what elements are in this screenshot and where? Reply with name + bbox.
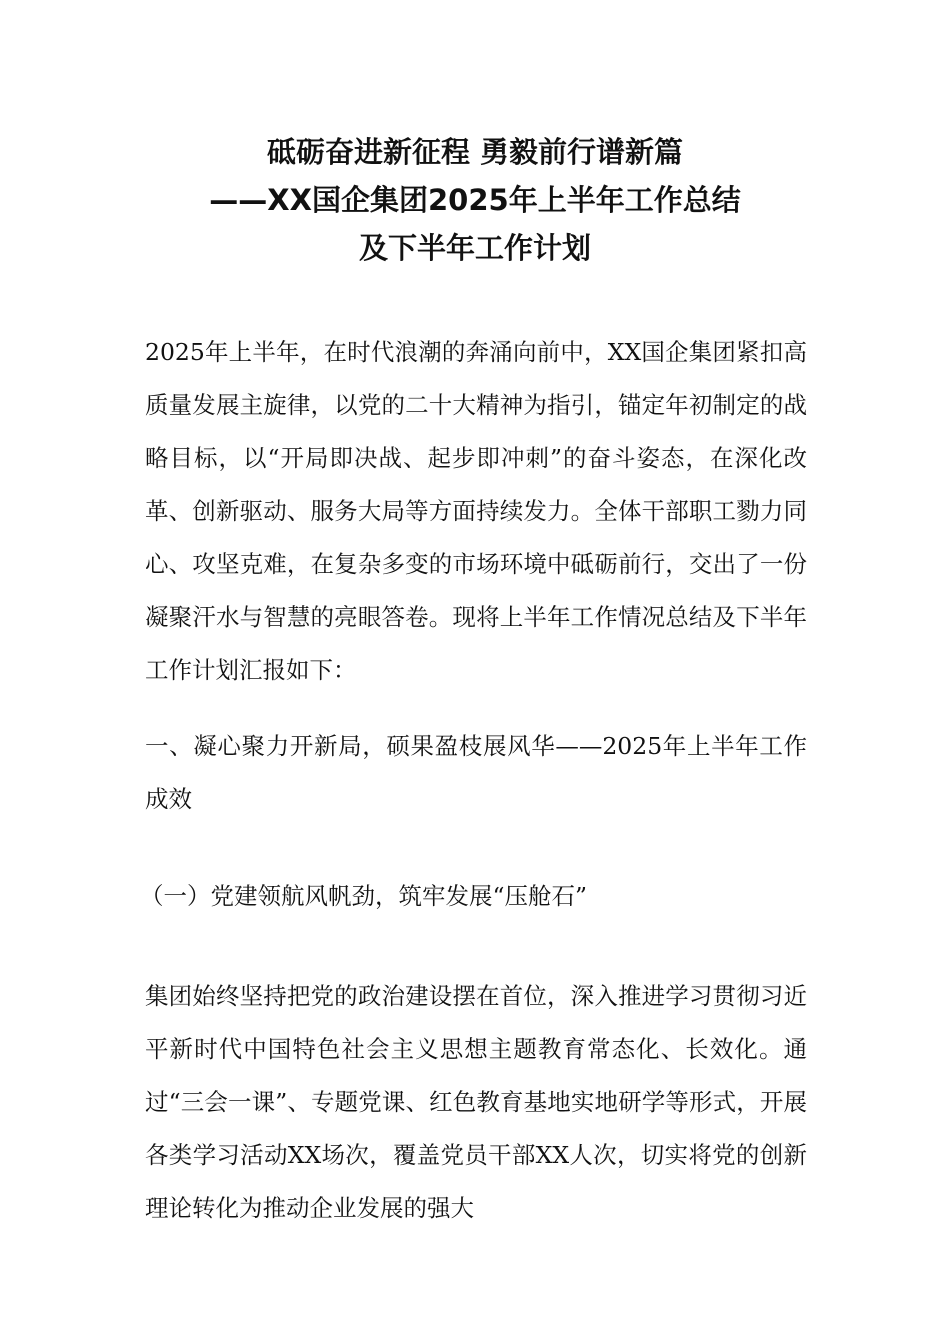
subsection-heading: （一）党建领航风帆劲，筑牢发展“压舱石” <box>140 882 588 910</box>
intro-paragraph: 2025年上半年，在时代浪潮的奔涌向前中，XX国企集团紧扣高质量发展主旋律，以党的二十大精神为指引，锚定年初制定的战略目标，以“开局即决战、起步即冲刺”的奋斗姿态，在深化改革、创新驱动、服务大局等方面持续发力。全体干部职工勠力同心、攻坚克难，在复杂多变的市场环境中砥砺前行，交出了一份凝聚汗水与智慧的亮眼答卷。现将上半年工作情况总结及下半年工作计划汇报如下： <box>145 338 807 684</box>
title-line-subtitle: ——XX国企集团2025年上半年工作总结 <box>209 183 741 217</box>
section-heading: 一、凝心聚力开新局，硕果盈枝展风华——2025年上半年工作成效 <box>145 732 807 813</box>
title-line-subtitle-cont: 及下半年工作计划 <box>358 231 591 265</box>
subsection-paragraph: 集团始终坚持把党的政治建设摆在首位，深入推进学习贯彻习近平新时代中国特色社会主义思想主题教育常态化、长效化。通过“三会一课”、专题党课、红色教育基地实地研学等形式，开展各类学习活动XX场次，覆盖党员干部XX人次，切实将党的创新理论转化为推动企业发展的强大 <box>145 982 807 1222</box>
title-line-main: 砥砺奋进新征程 勇毅前行谱新篇 <box>266 135 684 169</box>
document-title <box>0 128 950 272</box>
